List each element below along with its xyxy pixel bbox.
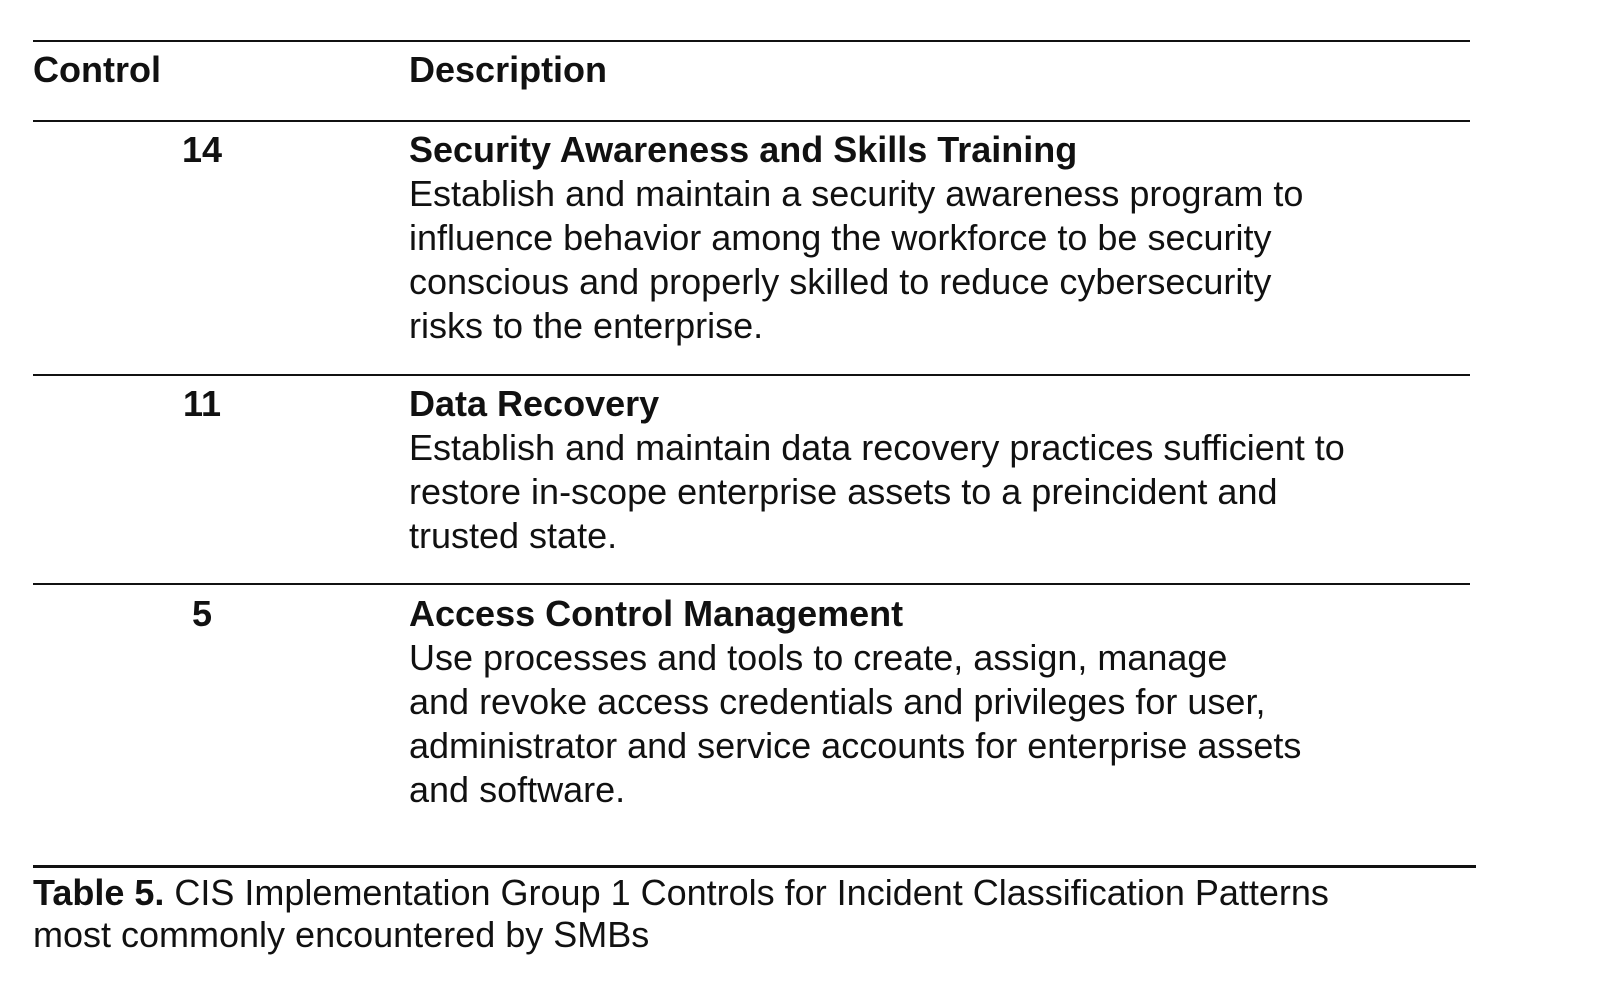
description-line: risks to the enterprise. — [409, 305, 764, 346]
table-top-rule — [33, 40, 1470, 42]
control-title: Data Recovery — [409, 383, 660, 424]
control-description — [409, 636, 1449, 812]
description-line: Use processes and tools to create, assign, manage — [409, 637, 1228, 678]
caption-text: CIS Implementation Group 1 Controls for Incident Classification Patterns — [164, 872, 1329, 913]
caption-line: most commonly encountered by SMBs — [33, 914, 650, 955]
description-line: Establish and maintain a security awareness program to — [409, 173, 1304, 214]
description-line: influence behavior among the workforce to be security — [409, 217, 1272, 258]
description-line: administrator and service accounts for enterprise assets — [409, 725, 1302, 766]
description-line: conscious and properly skilled to reduce cybersecurity — [409, 261, 1272, 302]
control-number: 14 — [181, 129, 223, 170]
description-line: restore in-scope enterprise assets to a preincident and — [409, 471, 1278, 512]
control-number: 11 — [182, 383, 222, 424]
caption-label: Table 5. — [33, 872, 165, 913]
description-line: and revoke access credentials and privileges for user, — [409, 681, 1266, 722]
column-header-description: Description — [409, 49, 608, 90]
caption-rule — [33, 865, 1476, 868]
caption-line — [33, 872, 1533, 914]
table-caption — [33, 872, 1533, 956]
row-divider — [33, 583, 1470, 585]
control-description — [409, 426, 1449, 558]
description-line: and software. — [409, 769, 626, 810]
column-header-control: Control — [33, 49, 161, 90]
row-divider — [33, 374, 1470, 376]
description-line: Establish and maintain data recovery practices sufficient to — [409, 427, 1345, 468]
control-description — [409, 172, 1449, 348]
description-line: trusted state. — [409, 515, 618, 556]
header-rule — [33, 120, 1470, 122]
control-title: Security Awareness and Skills Training — [409, 129, 1078, 170]
control-title: Access Control Management — [409, 593, 904, 634]
control-number: 5 — [191, 593, 213, 634]
